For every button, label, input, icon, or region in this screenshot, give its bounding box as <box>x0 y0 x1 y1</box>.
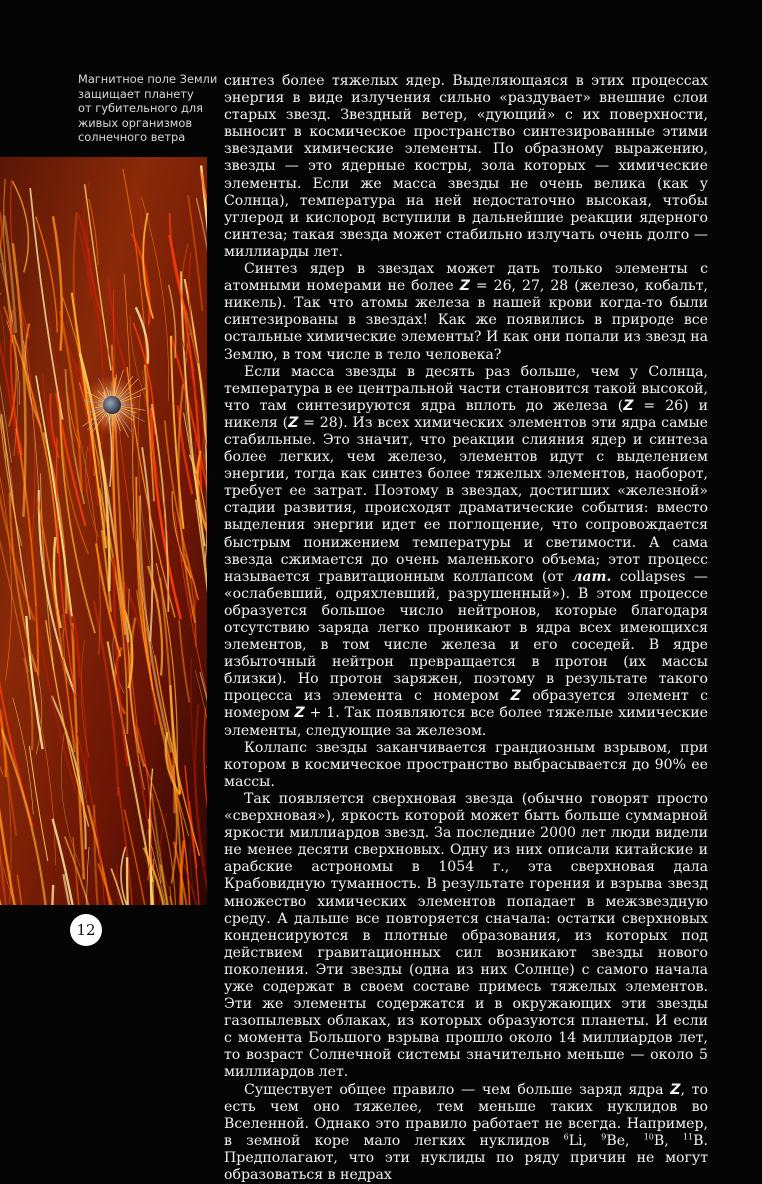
paragraph: Так появляется сверхновая звезда (обычно говорят просто «сверхновая»), яркость которой может быть больше суммарной яркости миллиардов звезд. За последние 2000 лет люди видели не менее десяти сверхновых. Одну из них описали китайские и арабские астрономы в 1054 г., эта сверхновая дала Крабовидную туманность. В результате горения и взрыва звезд множество химических элементов попадает в межзвездную среду. А дальше все повторяется сначала: остатки сверхновых конденсируются в плотные образования, из которых под действием гравитационных сил возникают звезды нового поколения. Эти звезды (одна из них Солнце) с самого начала уже содержат в своем составе примесь тяжелых элементов. Эти же элементы содержатся и в окружающих эти звезды газопылевых облаках, из которых образуются планеты. И если с момента Большого взрыва прошло около 14 миллиардов лет, то возраст Солнечной системы значительно меньше — около 5 миллиардов лет. <box>224 791 708 1082</box>
paragraph: Существует общее правило — чем больше заряд ядра Z, то есть чем оно тяжелее, тем меньше таких нуклидов во Вселенной. Однако это правило работает не всегда. Например, в земной коре мало легких нуклидов $^6$Li, $^9$Be, $^{10}$B, $^{11}$B. Предполагают, что эти нуклиды по ряду причин не могут образоваться в недрах <box>224 1082 708 1184</box>
caption-line: Магнитное поле Земли <box>78 72 213 87</box>
photo-caption <box>78 72 213 145</box>
caption-line: солнечного ветра <box>78 130 213 145</box>
page-number: 12 <box>70 914 102 946</box>
paragraph: Коллапс звезды заканчивается грандиозным взрывом, при котором в космическое пространство выбрасывается до 90% ее массы. <box>224 740 708 791</box>
caption-line: защищает планету <box>78 87 213 102</box>
solar-wind-image <box>0 157 207 905</box>
paragraph: Синтез ядер в звездах может дать только элементы с атомными номерами не более Z = 26, 27, 28 (железо, кобальт, никель). Так что атомы железа в нашей крови когда-то были синтезированы в звездах! Как же появились в природе все остальные химические элементы? И как они попали из звезд на Землю, в том числе в тело человека? <box>224 261 708 364</box>
caption-line: от губительного для <box>78 101 213 116</box>
caption-line: живых организмов <box>78 116 213 131</box>
main-text <box>224 73 708 1184</box>
paragraph: Если масса звезды в десять раз больше, чем у Солнца, температура в ее центральной части становится такой высокой, что там синтезируются ядра вплоть до железа (Z = 26) и никеля (Z = 28). Из всех химических элементов эти ядра самые стабильные. Это значит, что реакции слияния ядер и синтеза более легких, чем железо, элементов идут с выделением энергии, тогда как синтез более тяжелых элементов, наоборот, требует ее затрат. Поэтому в звездах, достигших «железной» стадии развития, происходят драматические события: вместо выделения энергии идет ее поглощение, что сопровождается быстрым понижением температуры и светимости. А сама звезда сжимается до очень маленького объема; этот процесс называется гравитационным коллапсом (от лат. collapses — «ослабевший, одряхлевший, разрушенный»). В этом процессе образуется большое число нейтронов, которые благодаря отсутствию заряда легко проникают в ядра всех имеющихся элементов, в том числе железа и его соседей. В ядре избыточный нейтрон превращается в протон (их массы близки). Но протон заряжен, поэтому в результате такого процесса из элемента с номером Z образуется элемент с номером Z + 1. Так появляются все более тяжелые химические элементы, следующие за железом. <box>224 364 708 740</box>
solar-wind-illustration <box>0 157 207 905</box>
earth-planet <box>103 396 121 414</box>
paragraph: синтез более тяжелых ядер. Выделяющаяся в этих процессах энергия в виде излучения сильно «раздувает» внешние слои старых звезд. Звездный ветер, «дующий» с их поверхности, выносит в космическое пространство синтезированные этими звездами химические элементы. По образному выражению, звезды — это ядерные костры, зола которых — химические элементы. Если же масса звезды не очень велика (как у Солнца), температура на ней недостаточно высокая, чтобы углерод и кислород вступили в дальнейшие реакции ядерного синтеза; такая звезда может стабильно излучать очень долго — миллиарды лет. <box>224 73 708 261</box>
